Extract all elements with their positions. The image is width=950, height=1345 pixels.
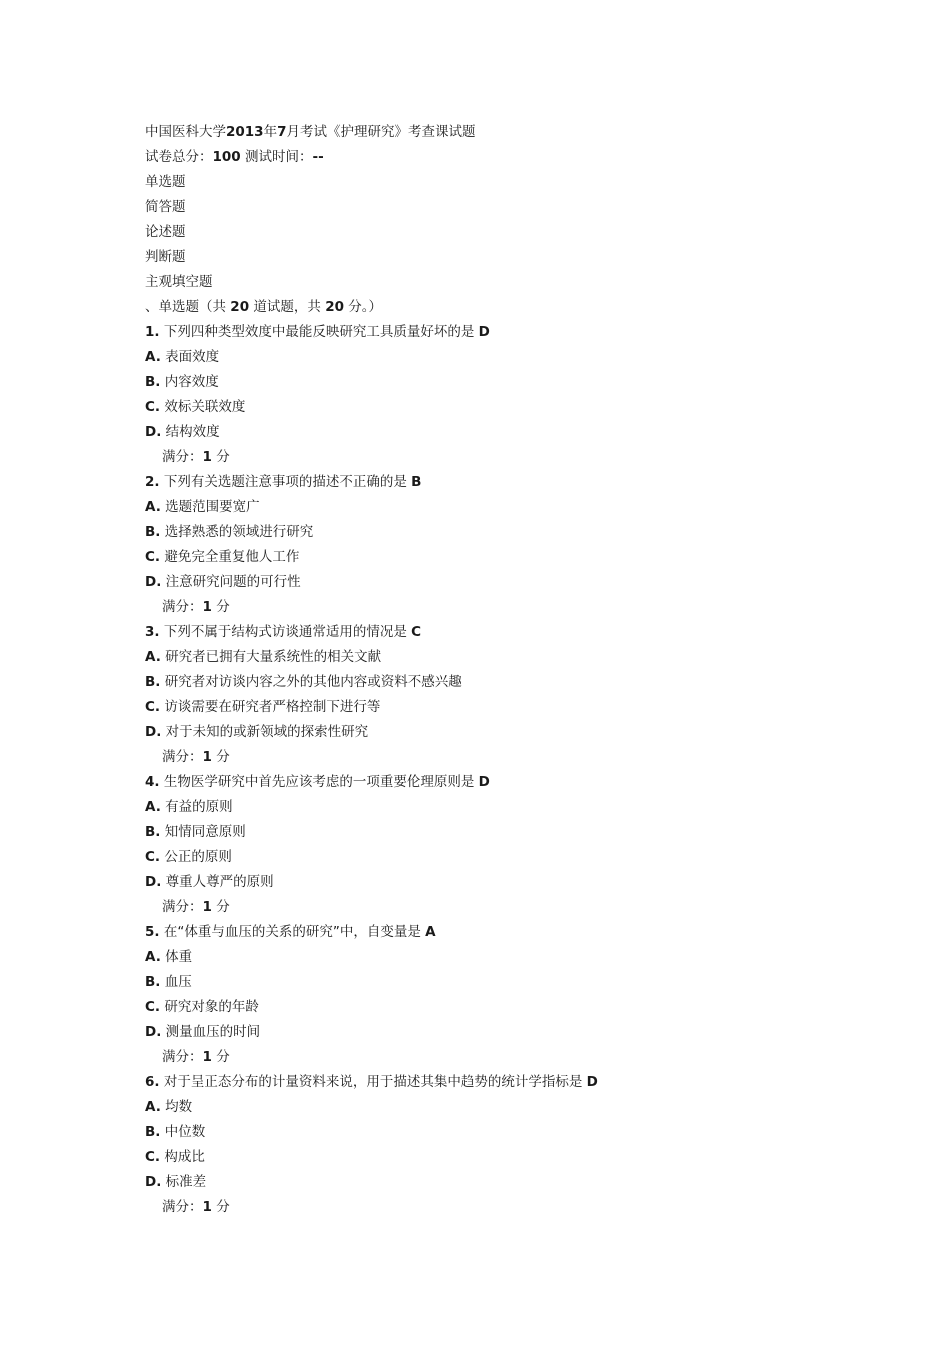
option-letter: D. (145, 1174, 162, 1190)
option-text: 对于未知的或新领域的探索性研究 (165, 724, 369, 740)
score-value: 1 (202, 749, 212, 765)
section-link[interactable]: 判断题 (145, 249, 186, 265)
question-answer: C (411, 624, 422, 640)
option-letter: C. (145, 399, 161, 415)
score-unit: 分 (211, 749, 230, 765)
option-text: 血压 (164, 974, 192, 990)
option-text: 测量血压的时间 (165, 1024, 261, 1040)
section-link[interactable]: 论述题 (145, 224, 186, 240)
question-answer: D (586, 1074, 598, 1090)
option-line (145, 945, 905, 970)
option-text: 体重 (165, 949, 193, 965)
option-line (145, 670, 905, 695)
question-number: 5. (145, 924, 160, 940)
question-text: 下列有关选题注意事项的描述不正确的是 (163, 474, 407, 490)
option-text: 表面效度 (165, 349, 220, 365)
question-block (145, 320, 905, 470)
score-value: 1 (202, 1049, 212, 1065)
option-line (145, 845, 905, 870)
question-number: 4. (145, 774, 160, 790)
score-unit: 分 (211, 1049, 230, 1065)
option-letter: B. (145, 524, 161, 540)
score-unit: 分 (211, 1199, 230, 1215)
option-letter: D. (145, 424, 162, 440)
option-text: 内容效度 (164, 374, 219, 390)
option-letter: A. (145, 949, 161, 965)
question-line (145, 770, 905, 795)
question-number: 3. (145, 624, 160, 640)
title-text: 中国医科大学 (145, 124, 226, 140)
question-score (145, 895, 905, 920)
question-line (145, 470, 905, 495)
option-letter: C. (145, 999, 161, 1015)
intro-text: 分。） (343, 299, 383, 315)
question-score (145, 745, 905, 770)
option-line (145, 545, 905, 570)
question-answer: A (425, 924, 436, 940)
question-text: 生物医学研究中首先应该考虑的一项重要伦理原则是 (163, 774, 475, 790)
option-letter: D. (145, 1024, 162, 1040)
option-text: 知情同意原则 (164, 824, 246, 840)
option-text: 中位数 (164, 1124, 206, 1140)
title-month: 7 (277, 124, 287, 140)
option-letter: A. (145, 349, 161, 365)
question-answer: B (411, 474, 422, 490)
question-list (145, 320, 905, 1220)
score-value: 1 (202, 899, 212, 915)
question-block (145, 620, 905, 770)
score-value: 1 (202, 449, 212, 465)
question-block (145, 770, 905, 920)
option-line (145, 1120, 905, 1145)
option-line (145, 645, 905, 670)
option-text: 选题范围要宽广 (165, 499, 260, 515)
section-intro (145, 295, 905, 320)
option-text: 有益的原则 (165, 799, 233, 815)
option-text: 避免完全重复他人工作 (164, 549, 300, 565)
question-line (145, 1070, 905, 1095)
score-value: 1 (202, 599, 212, 615)
question-score (145, 595, 905, 620)
question-number: 1. (145, 324, 160, 340)
question-block (145, 470, 905, 620)
title-year: 2013 (226, 124, 264, 140)
option-letter: A. (145, 649, 161, 665)
option-line (145, 695, 905, 720)
option-letter: C. (145, 1149, 161, 1165)
option-text: 研究者已拥有大量系统性的相关文献 (165, 649, 382, 665)
score-label: 满分： (162, 899, 203, 915)
score-label: 满分： (162, 449, 203, 465)
option-text: 尊重人尊严的原则 (165, 874, 274, 890)
option-letter: C. (145, 549, 161, 565)
option-letter: B. (145, 824, 161, 840)
option-line (145, 1020, 905, 1045)
option-letter: D. (145, 874, 162, 890)
question-score (145, 445, 905, 470)
question-count: 20 (230, 299, 250, 315)
question-answer: D (478, 324, 490, 340)
option-line (145, 820, 905, 845)
option-line (145, 795, 905, 820)
option-letter: B. (145, 974, 161, 990)
score-label: 满分： (162, 1199, 203, 1215)
option-line (145, 395, 905, 420)
option-text: 注意研究问题的可行性 (165, 574, 301, 590)
score-label: 满分： (162, 1049, 203, 1065)
question-line (145, 320, 905, 345)
question-number: 6. (145, 1074, 160, 1090)
option-text: 公正的原则 (164, 849, 232, 865)
option-text: 标准差 (165, 1174, 207, 1190)
score-unit: 分 (211, 899, 230, 915)
total-score-label: 试卷总分： (145, 149, 213, 165)
question-text: 下列不属于结构式访谈通常适用的情况是 (163, 624, 407, 640)
option-line (145, 420, 905, 445)
option-line (145, 870, 905, 895)
option-line (145, 1170, 905, 1195)
intro-text: 道试题，共 (249, 299, 326, 315)
option-letter: C. (145, 849, 161, 865)
option-text: 访谈需要在研究者严格控制下进行等 (164, 699, 381, 715)
question-line (145, 920, 905, 945)
option-text: 研究对象的年龄 (164, 999, 259, 1015)
option-letter: C. (145, 699, 161, 715)
score-value: 1 (202, 1199, 212, 1215)
section-score: 20 (325, 299, 344, 315)
option-text: 构成比 (164, 1149, 205, 1165)
option-letter: B. (145, 374, 161, 390)
option-line (145, 1095, 905, 1120)
question-text: 对于呈正态分布的计量资料来说，用于描述其集中趋势的统计学指标是 (163, 1074, 583, 1090)
score-unit: 分 (211, 599, 230, 615)
question-score (145, 1045, 905, 1070)
option-line (145, 370, 905, 395)
exam-document (145, 120, 905, 1220)
question-score (145, 1195, 905, 1220)
option-line (145, 1145, 905, 1170)
option-line (145, 970, 905, 995)
section-link[interactable]: 主观填空题 (145, 274, 213, 290)
option-letter: A. (145, 799, 161, 815)
option-line (145, 520, 905, 545)
option-letter: D. (145, 724, 162, 740)
option-line (145, 495, 905, 520)
option-letter: B. (145, 674, 161, 690)
question-answer: D (478, 774, 490, 790)
option-line (145, 345, 905, 370)
option-text: 研究者对访谈内容之外的其他内容或资料不感兴趣 (164, 674, 462, 690)
score-label: 满分： (162, 749, 203, 765)
option-letter: A. (145, 1099, 161, 1115)
title-text: 年 (263, 124, 278, 140)
option-line (145, 720, 905, 745)
section-link[interactable]: 单选题 (145, 174, 186, 190)
section-list (145, 170, 905, 295)
intro-text: 、单选题（共 (145, 299, 231, 315)
option-letter: D. (145, 574, 162, 590)
question-line (145, 620, 905, 645)
exam-meta (145, 145, 905, 170)
option-letter: B. (145, 1124, 161, 1140)
question-text: 下列四种类型效度中最能反映研究工具质量好坏的是 (163, 324, 475, 340)
question-block (145, 1070, 905, 1220)
total-score-value: 100 (212, 149, 241, 165)
score-unit: 分 (211, 449, 230, 465)
option-text: 选择熟悉的领域进行研究 (164, 524, 314, 540)
score-label: 满分： (162, 599, 203, 615)
option-line (145, 570, 905, 595)
option-letter: A. (145, 499, 161, 515)
option-text: 效标关联效度 (164, 399, 246, 415)
test-time-label: 测试时间： (240, 149, 313, 165)
option-text: 均数 (165, 1099, 193, 1115)
question-number: 2. (145, 474, 160, 490)
test-time-value: -- (312, 149, 324, 165)
option-line (145, 995, 905, 1020)
question-block (145, 920, 905, 1070)
section-link[interactable]: 简答题 (145, 199, 186, 215)
exam-title (145, 120, 905, 145)
option-text: 结构效度 (165, 424, 220, 440)
question-text: 在“体重与血压的关系的研究”中，自变量是 (163, 924, 421, 940)
title-text: 月考试《护理研究》考查课试题 (286, 124, 476, 140)
